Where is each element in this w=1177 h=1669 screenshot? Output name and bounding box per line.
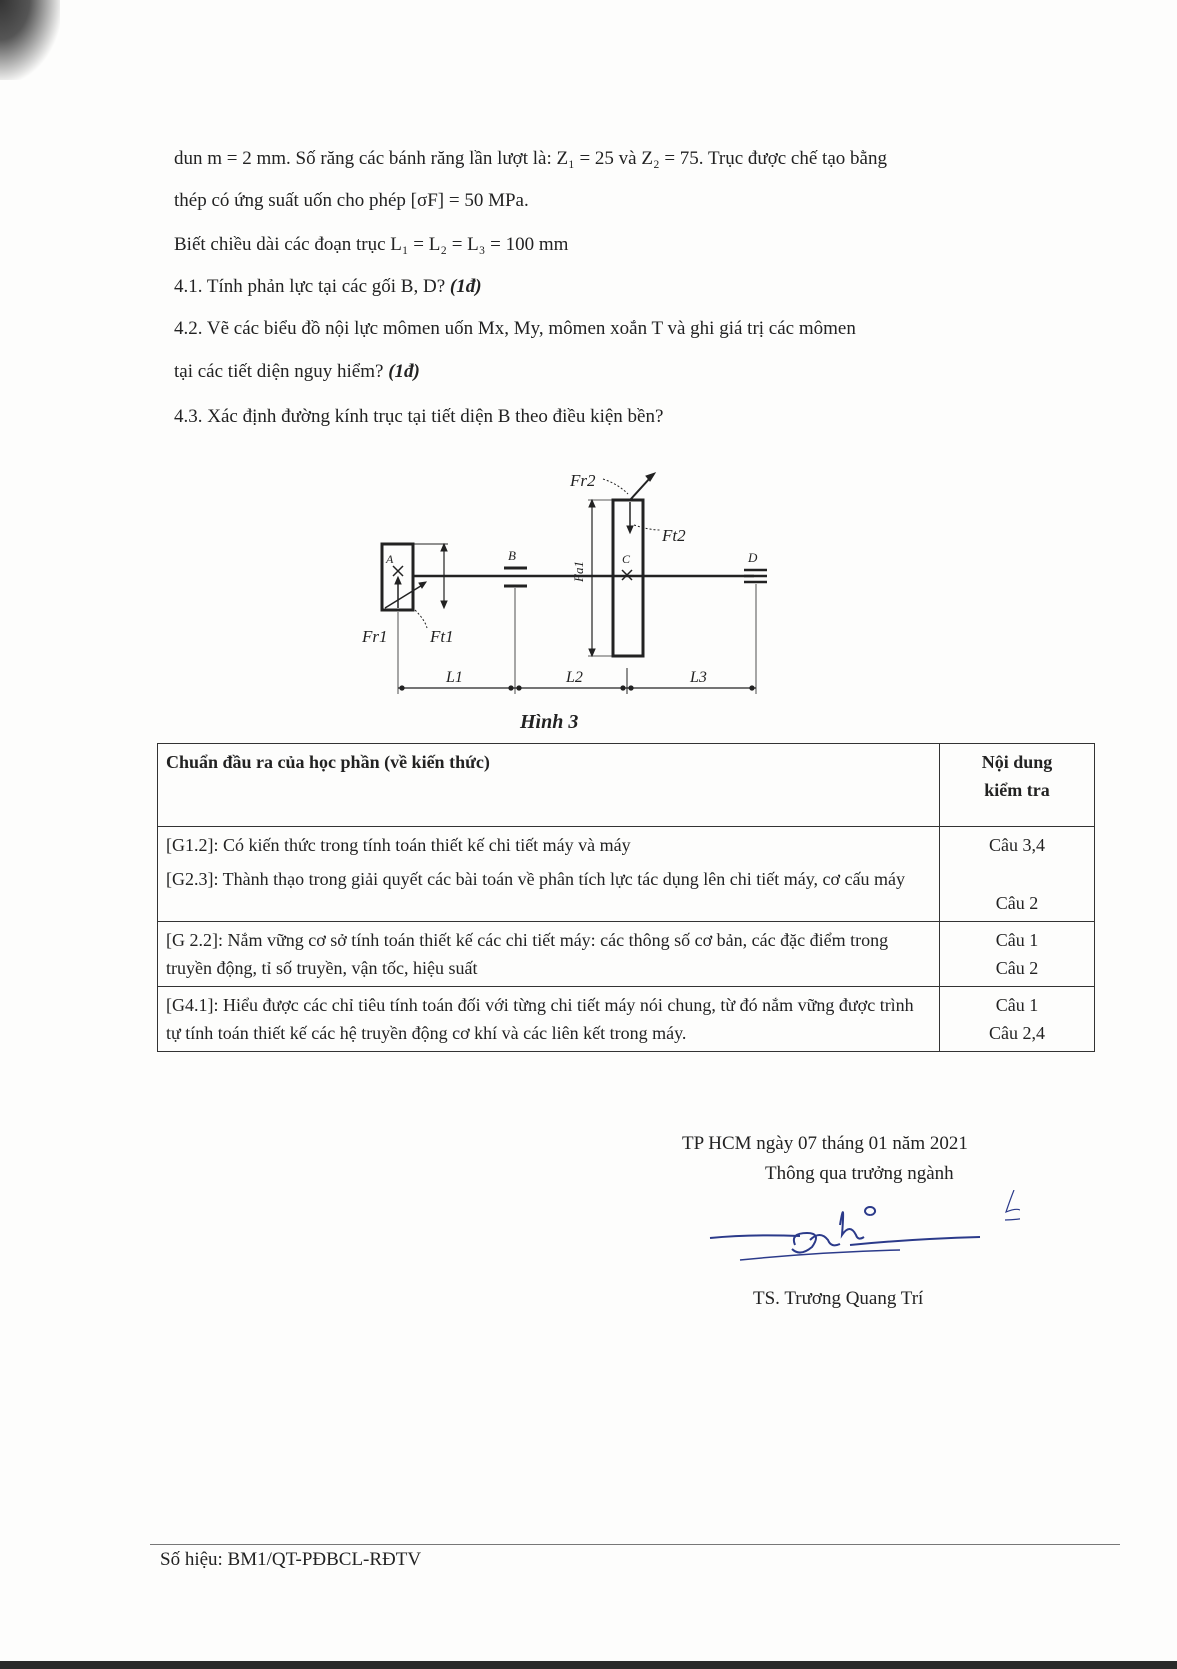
document-code: Số hiệu: BM1/QT-PĐBCL-RĐTV: [160, 1549, 422, 1570]
points: (1đ): [388, 361, 420, 382]
check-cell: Câu 1 Câu 2: [940, 922, 1095, 987]
figure-caption: Hình 3: [520, 711, 579, 733]
approval-line: Thông qua trưởng ngành: [765, 1163, 954, 1184]
label-l2: L2: [566, 669, 583, 686]
signature: [700, 1190, 1020, 1280]
label-l1: L1: [446, 669, 463, 686]
problem-line-2: thép có ứng suất uốn cho phép [σF] = 50 MPa.: [174, 190, 529, 211]
bearing-b: [504, 568, 527, 694]
label-a: A: [386, 552, 394, 566]
table-row: [158, 987, 1095, 1052]
check-cell: Câu 1 Câu 2,4: [940, 987, 1095, 1052]
outcome-cell: [G 2.2]: Nắm vững cơ sở tính toán thiết kế các chi tiết máy: các thông số cơ bản, các đặc điểm trong truyền động, tỉ số truyền, vận tốc, hiệu suất: [158, 922, 940, 987]
header-content: Nội dung kiểm tra: [940, 744, 1095, 827]
shaft-diagram: [0, 0, 1177, 720]
problem-line-1: dun m = 2 mm. Số răng các bánh răng lần lượt là: Z₁ = 25 và Z₂ = 75. Trục được chế tạo bằng: [174, 148, 887, 169]
points: (1đ): [449, 276, 482, 297]
dimension-line: [398, 686, 756, 690]
label-d: D: [748, 550, 758, 565]
signer-name: TS. Trương Quang Trí: [753, 1288, 924, 1309]
question-text: 4.1. Tính phản lực tại các gối B, D?: [174, 276, 446, 297]
label-ft2: Ft2: [662, 526, 686, 545]
table-row: [158, 827, 1095, 922]
question-text: tại các tiết diện nguy hiểm?: [174, 361, 384, 382]
gear-a-center-mark: [393, 566, 403, 576]
label-b: B: [508, 548, 516, 563]
label-fa1: Fa1: [571, 561, 586, 582]
outcome-cell: [G4.1]: Hiểu được các chỉ tiêu tính toán đối với từng chi tiết máy nói chung, từ đó nắm vững được trình tự tính toán thiết kế các hệ truyền động cơ khí và các liên kết trong máy.: [158, 987, 940, 1052]
footer-divider: [150, 1544, 1120, 1545]
question-4-3: 4.3. Xác định đường kính trục tại tiết diện B theo điều kiện bền?: [174, 406, 664, 427]
outcome-cell: [G1.2]: Có kiến thức trong tính toán thiết kế chi tiết máy và máy [G2.3]: Thành thạo trong giải quyết các bài toán về phân tích lực tác dụng lên chi tiết máy, cơ cấu máy: [158, 827, 940, 922]
label-c: C: [622, 552, 631, 566]
header-outcomes: Chuẩn đầu ra của học phần (về kiến thức): [158, 744, 940, 827]
scan-edge: [0, 1661, 1177, 1669]
label-fr2: Fr2: [570, 471, 596, 490]
bearing-d: [744, 570, 767, 694]
table-row: [158, 922, 1095, 987]
date-line: TP HCM ngày 07 tháng 01 năm 2021: [682, 1133, 968, 1154]
check-cell: Câu 3,4 Câu 2: [940, 827, 1095, 922]
learning-outcomes-table: [157, 743, 1095, 1052]
problem-line-3: Biết chiều dài các đoạn trục L₁ = L₂ = L₃ = 100 mm: [174, 234, 569, 255]
label-fr1: Fr1: [362, 627, 388, 646]
gear-c: [613, 500, 643, 656]
question-4-2-line1: 4.2. Vẽ các biểu đồ nội lực mômen uốn Mx, My, mômen xoắn T và ghi giá trị các mômen: [174, 318, 856, 339]
table-header: [158, 744, 1095, 827]
label-ft1: Ft1: [430, 627, 454, 646]
label-l3: L3: [690, 669, 707, 686]
